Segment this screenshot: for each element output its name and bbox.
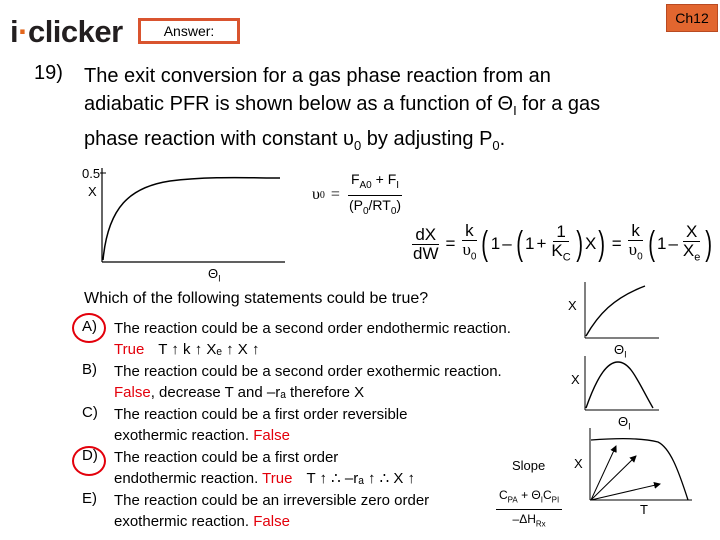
option-a-letter: A): [82, 318, 97, 335]
option-e-letter: E): [82, 490, 97, 507]
option-b-letter: B): [82, 361, 97, 378]
option-b[interactable]: The reaction could be a second order exothermic reaction. False, decrease T and –rₐ therefore X: [114, 363, 502, 401]
chapter-tag: Ch12: [666, 4, 718, 32]
side-graph-3-arrow-1: [591, 446, 616, 500]
answer-box: Answer:: [138, 18, 240, 44]
option-b-note: , decrease T and –rₐ therefore X: [150, 384, 365, 401]
side-graph-3-ylabel: X: [574, 456, 583, 471]
option-d-note: T ↑ ∴ –rₐ ↑ ∴ X ↑: [306, 470, 416, 487]
slope-fraction: $\frac{C_{PA} + \Theta_IC_{PI}}{-\Delta H_{Rx}}$: [496, 486, 562, 534]
main-conversion-graph: [100, 162, 290, 266]
side-graph-1-ylabel: X: [568, 298, 577, 313]
option-e-verdict: False: [253, 513, 290, 530]
option-a[interactable]: The reaction could be a second order endothermic reaction. True T ↑ k ↑ Xₑ ↑ X ↑: [114, 320, 511, 358]
side-graph-2: [583, 354, 663, 414]
side-graph-1-xlabel: $\Theta_I$: [614, 342, 627, 360]
side-graph-2-ylabel: X: [571, 372, 580, 387]
option-a-verdict: True: [114, 341, 145, 358]
main-graph-xlabel: $\Theta_I$: [208, 266, 221, 284]
option-e[interactable]: The reaction could be an irreversible zero order exothermic reaction. False: [114, 492, 430, 530]
side-graph-3-arrow-3: [591, 484, 660, 500]
option-d[interactable]: The reaction could be a first order endothermic reaction. True T ↑ ∴ –rₐ ↑ ∴ X ↑: [114, 449, 416, 487]
slope-label: Slope: [512, 458, 546, 473]
main-curve: [103, 178, 280, 260]
option-d-letter: D): [82, 447, 98, 464]
side-graph-2-xlabel: $\Theta_I$: [618, 414, 631, 432]
option-c-letter: C): [82, 404, 98, 421]
main-graph-tick-label: 0.5: [82, 166, 101, 181]
option-c-verdict: False: [253, 427, 290, 444]
option-c[interactable]: The reaction could be a first order reversible exothermic reaction. False: [114, 406, 408, 444]
question-text: The exit conversion for a gas phase reaction from an adiabatic PFR is shown below as a function of $\Theta_I$ for a gas phase reaction with constant $\upsilon_0$ by adjusting $P_0$.: [84, 65, 601, 153]
side-graph-3: [588, 424, 698, 504]
rate-equation: $\frac{dX}{dW}$ = $\frac{k}{\upsilon_0}$ ( 1 – ( 1 + $\frac{1}{K_C}$ ) X ) = $\frac{k}{\upsilon_0}$ ( 1 – $\frac{X}{X_e}$ ): [413, 221, 713, 263]
side-graph-3-arrow-2: [591, 456, 636, 500]
iclicker-logo: i·clicker: [10, 14, 123, 49]
upsilon-equation: υ 0 = $\frac{F_{A0} + F_I}{(P_0/RT_0)}$: [312, 171, 402, 217]
side-graph-1: [583, 280, 663, 342]
option-d-verdict: True: [262, 470, 293, 487]
side-graph-2-curve: [586, 362, 653, 408]
statement-prompt: Which of the following statements could be true?: [84, 290, 429, 307]
logo-dot: ·: [18, 14, 28, 49]
side-graph-1-curve: [586, 286, 645, 336]
option-b-verdict: False: [114, 384, 151, 401]
side-graph-3-xlabel: T: [640, 502, 648, 517]
main-graph-ylabel: X: [88, 184, 97, 199]
option-a-note: T ↑ k ↑ Xₑ ↑ X ↑: [158, 341, 260, 358]
question-number: 19): [34, 62, 63, 84]
